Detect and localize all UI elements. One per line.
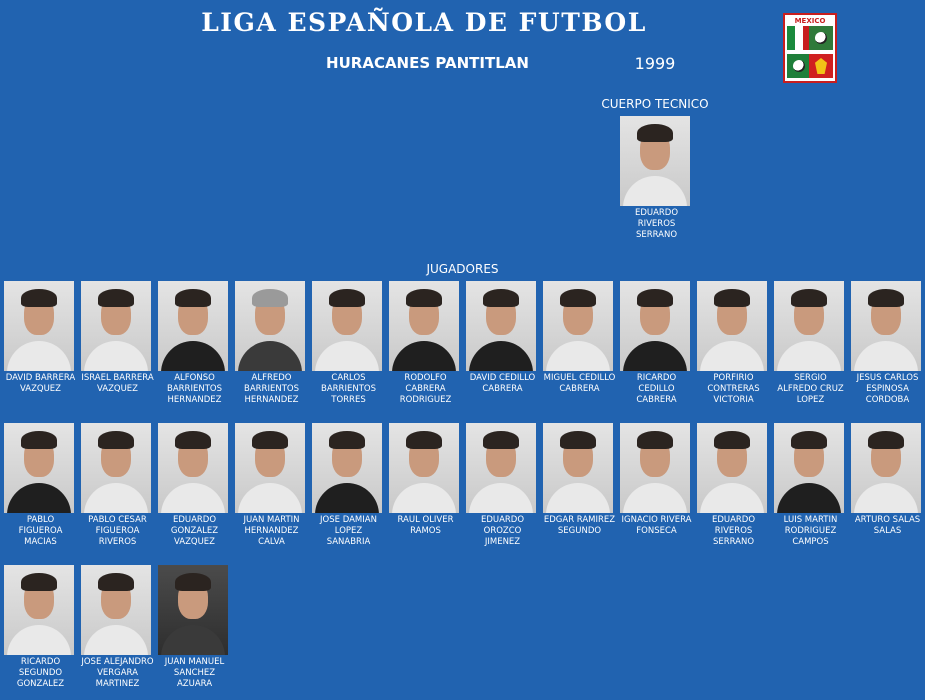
player-card — [312, 281, 385, 406]
player-photo — [543, 423, 613, 513]
player-card — [851, 281, 924, 406]
player-name: JOSE ALEJANDRO VERGARA MARTINEZ — [81, 657, 154, 689]
players-section-label: JUGADORES — [426, 262, 499, 276]
staff-section-label: CUERPO TECNICO — [601, 97, 709, 111]
player-card — [543, 423, 616, 537]
player-photo — [158, 565, 228, 655]
player-photo — [4, 423, 74, 513]
player-photo — [851, 281, 921, 371]
player-photo — [851, 423, 921, 513]
player-name: ALFREDO BARRIENTOS HERNANDEZ — [244, 373, 299, 405]
flag-icon — [787, 26, 811, 50]
player-name: PABLO FIGUEROA MACIAS — [18, 515, 63, 547]
player-photo — [466, 423, 536, 513]
player-card — [389, 281, 462, 406]
player-photo — [4, 281, 74, 371]
player-card — [235, 423, 308, 548]
player-card — [466, 281, 539, 395]
player-name: PABLO CESAR FIGUEROA RIVEROS — [88, 515, 147, 547]
player-name: LUIS MARTIN RODRIGUEZ CAMPOS — [783, 515, 838, 547]
team-crest — [783, 13, 837, 83]
staff-card — [620, 116, 693, 241]
player-name: EDUARDO OROZCO JIMENEZ — [480, 515, 525, 547]
player-card — [851, 423, 924, 537]
player-photo — [312, 281, 382, 371]
lion-icon — [815, 58, 827, 74]
player-name: RICARDO SEGUNDO GONZALEZ — [16, 657, 65, 689]
player-photo — [389, 423, 459, 513]
player-photo — [235, 281, 305, 371]
player-card — [620, 423, 693, 537]
staff-name: EDUARDO RIVEROS SERRANO — [634, 208, 679, 240]
player-photo — [312, 423, 382, 513]
player-photo — [774, 423, 844, 513]
player-name: DAVID CEDILLO CABRERA — [469, 373, 536, 394]
player-card — [620, 281, 693, 406]
player-card — [158, 281, 231, 406]
player-card — [774, 423, 847, 548]
player-name: RODOLFO CABRERA RODRIGUEZ — [399, 373, 452, 405]
player-photo — [81, 565, 151, 655]
player-card — [389, 423, 462, 537]
player-photo — [620, 281, 690, 371]
player-card — [4, 565, 77, 690]
player-photo — [620, 423, 690, 513]
league-title: LIGA ESPAÑOLA DE FUTBOL — [201, 8, 647, 37]
player-card — [81, 565, 154, 690]
player-card — [81, 423, 154, 548]
player-name: EDUARDO RIVEROS SERRANO — [711, 515, 756, 547]
player-name: MIGUEL CEDILLO CABRERA — [543, 373, 616, 394]
player-photo — [697, 423, 767, 513]
ball-quadrant — [809, 26, 833, 50]
player-name: EDGAR RAMIREZ SEGUNDO — [543, 515, 616, 536]
crest-label: MEXICO — [794, 17, 826, 25]
team-name: HURACANES PANTITLAN — [326, 54, 529, 72]
player-photo — [466, 281, 536, 371]
player-photo — [158, 423, 228, 513]
player-name: DAVID BARRERA VAZQUEZ — [5, 373, 76, 394]
player-name: JESUS CARLOS ESPINOSA CORDOBA — [856, 373, 919, 405]
player-name: RICARDO CEDILLO CABRERA — [636, 373, 677, 405]
player-card — [158, 423, 231, 548]
player-name: SERGIO ALFREDO CRUZ LOPEZ — [777, 373, 844, 405]
player-card — [312, 423, 385, 548]
player-name: ARTURO SALAS SALAS — [854, 515, 921, 536]
soccer-ball-icon — [815, 32, 827, 44]
player-name: PORFIRIO CONTRERAS VICTORIA — [707, 373, 760, 405]
player-card — [235, 281, 308, 406]
player-photo — [543, 281, 613, 371]
player-name: ALFONSO BARRIENTOS HERNANDEZ — [167, 373, 222, 405]
player-card — [81, 281, 154, 395]
player-name: EDUARDO GONZALEZ VAZQUEZ — [170, 515, 219, 547]
player-photo — [81, 423, 151, 513]
staff-photo — [620, 116, 690, 206]
player-card — [4, 423, 77, 548]
player-card — [466, 423, 539, 548]
player-name: JOSE DAMIAN LOPEZ SANABRIA — [320, 515, 377, 547]
lion-quadrant — [809, 54, 833, 78]
player-name: JUAN MARTIN HERNANDEZ CALVA — [243, 515, 300, 547]
player-photo — [81, 281, 151, 371]
player-card — [543, 281, 616, 395]
player-card — [697, 423, 770, 548]
player-name: ISRAEL BARRERA VAZQUEZ — [81, 373, 154, 394]
player-photo — [158, 281, 228, 371]
player-photo — [389, 281, 459, 371]
player-photo — [4, 565, 74, 655]
player-photo — [697, 281, 767, 371]
player-card — [697, 281, 770, 406]
ball-quadrant — [787, 54, 811, 78]
player-card — [774, 281, 847, 406]
player-name: IGNACIO RIVERA FONSECA — [621, 515, 692, 536]
player-name: RAUL OLIVER RAMOS — [397, 515, 454, 536]
player-photo — [235, 423, 305, 513]
season-year: 1999 — [634, 54, 676, 73]
player-card — [4, 281, 77, 395]
player-name: JUAN MANUEL SANCHEZ AZUARA — [164, 657, 225, 689]
player-photo — [774, 281, 844, 371]
soccer-ball-icon — [793, 60, 805, 72]
player-name: CARLOS BARRIENTOS TORRES — [321, 373, 376, 405]
player-card — [158, 565, 231, 690]
